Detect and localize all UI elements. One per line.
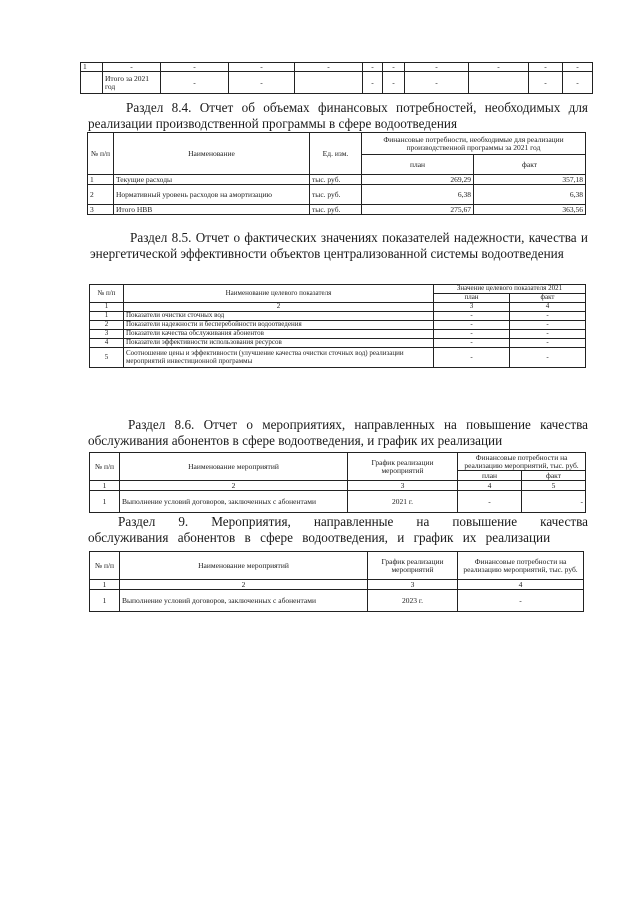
table-row: 1 Показатели очистки сточных вод - - [90, 312, 586, 321]
section-8-6-heading: Раздел 8.6. Отчет о мероприятиях, направленных на повышение качества обслуживания абонентов в сфере водоотведения, и график их реализации [88, 417, 588, 448]
top-table [80, 62, 593, 94]
table-row: 1 - - - - - - - - - - [81, 63, 593, 72]
table-row: 2 Нормативный уровень расходов на амортизацию тыс. руб. 6,38 6,38 [88, 185, 586, 205]
table-row: 1 Текущие расходы тыс. руб. 269,29 357,18 [88, 175, 586, 185]
section-8-4-heading: Раздел 8.4. Отчет об объемах финансовых потребностей, необходимых для реализации производственной программы в сфере водоотведения [88, 100, 588, 131]
table-row: Итого за 2021 год - - - - - - - [81, 72, 593, 94]
measures-plan-table: № п/п Наименование мероприятий График реализации мероприятий Финансовые потребности на реализацию мероприятий, тыс. руб. 1 2 3 4 1 Выполнение условий договоров, заключенных с абонентами 2023 г. - [89, 551, 584, 612]
target-indicators-table: № п/п Наименование целевого показателя Значение целевого показателя 2021 план факт 1 2 3 4 1 Показатели очистки сточных вод - - 2 Показатели надежности и бесперебойности водоотведения - - 3 Показатели качества обслуживания абонентов - - 4 Показатели эффективности использования ресурсов - - 5 Соотношение цены и эффективности (улучшение качества очистки сточных вод) реализации мероприятий инвестиционной программы - - [89, 284, 586, 368]
table-row: 4 Показатели эффективности использования ресурсов - - [90, 339, 586, 348]
total-label: Итого за 2021 год [103, 72, 161, 94]
section-8-5-heading: Раздел 8.5. Отчет о фактических значениях показателей надежности, качества и энергетической эффективности объектов централизованной системы водоотведения [90, 230, 588, 261]
measures-report-table: № п/п Наименование мероприятий График реализации мероприятий Финансовые потребности на реализацию мероприятий, тыс. руб. план факт 1 2 3 4 5 1 Выполнение условий договоров, заключенных с абонентами 2021 г. - - [89, 452, 586, 513]
table-row: 1 Выполнение условий договоров, заключенных с абонентами 2023 г. - [90, 590, 584, 612]
financial-needs-table: № п/п Наименование Ед. изм. Финансовые потребности, необходимые для реализации производственной программы за 2021 год план факт 1 Текущие расходы тыс. руб. 269,29 357,18 2 Нормативный уровень расходов на амортизацию тыс. руб. 6,38 6,38 3 Итого НВВ тыс. руб. 275,67 363,56 [87, 132, 586, 215]
table-row: 5 Соотношение цены и эффективности (улучшение качества очистки сточных вод) реализации мероприятий инвестиционной программы - - [90, 348, 586, 368]
cell: 1 [81, 63, 103, 72]
table-row: 3 Итого НВВ тыс. руб. 275,67 363,56 [88, 205, 586, 215]
section-9-heading: Раздел 9. Мероприятия, направленные на повышение качества обслуживания абонентов в сфере водоотведения, и график их реализации [88, 514, 588, 545]
table-row: 2 Показатели надежности и бесперебойности водоотведения - - [90, 321, 586, 330]
table-row: 1 Выполнение условий договоров, заключенных с абонентами 2021 г. - - [90, 491, 586, 513]
table-row: 3 Показатели качества обслуживания абонентов - - [90, 330, 586, 339]
